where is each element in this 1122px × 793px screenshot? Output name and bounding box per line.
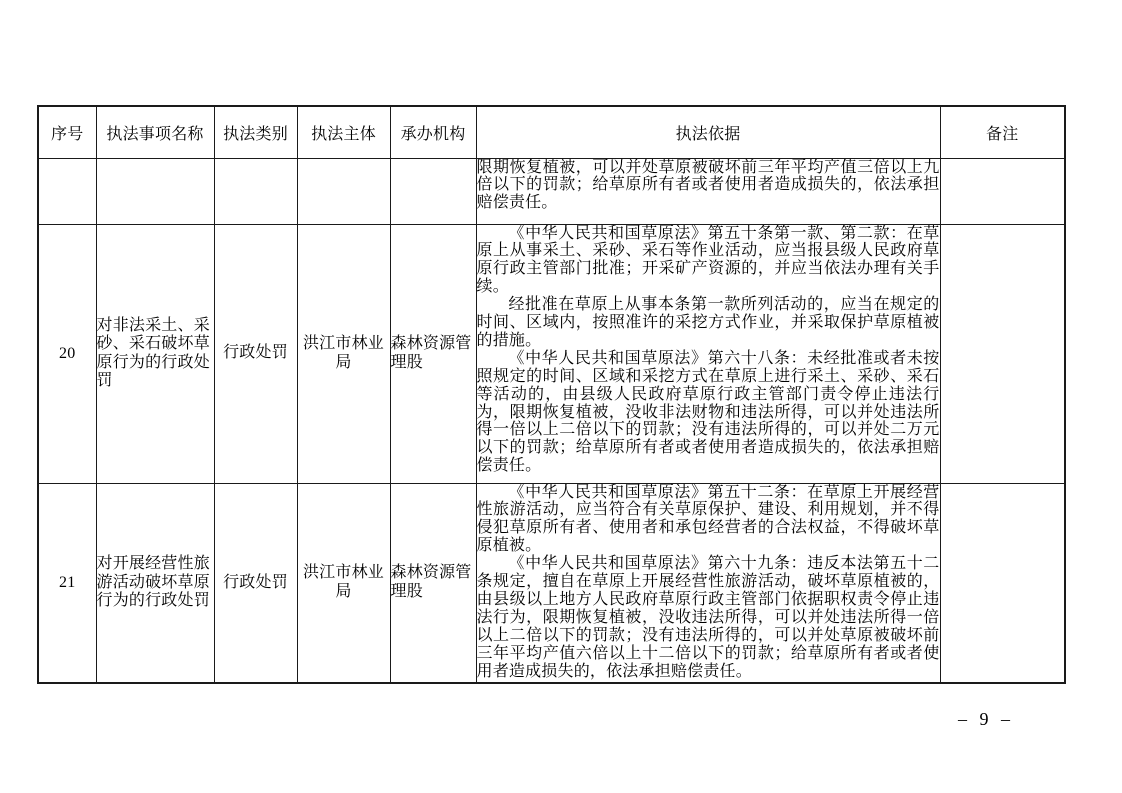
header-agency: 承办机构 [390,106,476,158]
legal-basis-paragraph: 经批准在草原上从事本条第一款所列活动的，应当在规定的时间、区域内，按照准许的采挖方式作业，并采取保护草原植被的措施。 [476,296,940,349]
cell-legal-basis [476,158,940,224]
legal-basis-paragraph: 《中华人民共和国草原法》第六十九条：违反本法第五十二条规定，擅自在草原上开展经营性旅游活动，破坏草原植被的，由县级以上地方人民政府草原行政主管部门依据职权责令停止违法行为，限期恢复植被，没收违法所得，可以并处违法所得一倍以上二倍以下的罚款；没有违法所得的，可以并处草原被破坏前三年平均产值六倍以上十二倍以下的罚款；给草原所有者或者使用者造成损失的，依法承担赔偿责任。 [476,555,940,680]
cell-note [940,483,1065,683]
cell-seq: 21 [38,483,96,683]
cell-item-name [96,158,214,224]
cell-category: 行政处罚 [214,224,297,483]
cell-item-name: 对非法采土、采砂、采石破坏草原行为的行政处罚 [96,224,214,483]
table-row-21 [38,483,1065,683]
enforcement-items-table [37,105,1066,684]
legal-basis-paragraph: 《中华人民共和国草原法》第六十八条：未经批准或者未按照规定的时间、区域和采挖方式在草原上进行采土、采砂、采石等活动的，由县级人民政府草原行政主管部门责令停止违法行为，限期恢复植被，没收非法财物和违法所得，可以并处违法所得一倍以上二倍以下的罚款；没有违法所得的，可以并处二万元以下的罚款；给草原所有者或者使用者造成损失的，依法承担赔偿责任。 [476,349,940,475]
header-legal-basis: 执法依据 [476,106,940,158]
header-note: 备注 [940,106,1065,158]
cell-seq: 20 [38,224,96,483]
cell-subject [297,158,390,224]
cell-legal-basis [476,224,940,483]
cell-subject: 洪江市林业局 [297,483,390,683]
header-subject: 执法主体 [297,106,390,158]
table-row-continuation [38,158,1065,224]
table-header-row [38,106,1065,158]
legal-basis-paragraph: 《中华人民共和国草原法》第五十条第一款、第二款：在草原上从事采土、采砂、采石等作业活动，应当报县级人民政府草原行政主管部门批准；开采矿产资源的，并应当依法办理有关手续。 [476,224,940,296]
header-item-name: 执法事项名称 [96,106,214,158]
table-row-20 [38,224,1065,483]
cell-agency: 森林资源管理股 [390,224,476,483]
page-number: – 9 – [958,709,1014,729]
cell-legal-basis [476,483,940,683]
header-category: 执法类别 [214,106,297,158]
cell-agency: 森林资源管理股 [390,483,476,683]
cell-seq [38,158,96,224]
cell-note [940,224,1065,483]
cell-category: 行政处罚 [214,483,297,683]
legal-basis-paragraph: 《中华人民共和国草原法》第五十二条：在草原上开展经营性旅游活动，应当符合有关草原保护、建设、利用规划，并不得侵犯草原所有者、使用者和承包经营者的合法权益，不得破坏草原植被。 [476,483,940,555]
cell-subject: 洪江市林业局 [297,224,390,483]
cell-category [214,158,297,224]
cell-agency [390,158,476,224]
header-seq: 序号 [38,106,96,158]
cell-note [940,158,1065,224]
cell-item-name: 对开展经营性旅游活动破坏草原行为的行政处罚 [96,483,214,683]
legal-basis-paragraph: 限期恢复植被，可以并处草原被破坏前三年平均产值三倍以上九倍以下的罚款；给草原所有者或者使用者造成损失的，依法承担赔偿责任。 [476,158,940,212]
